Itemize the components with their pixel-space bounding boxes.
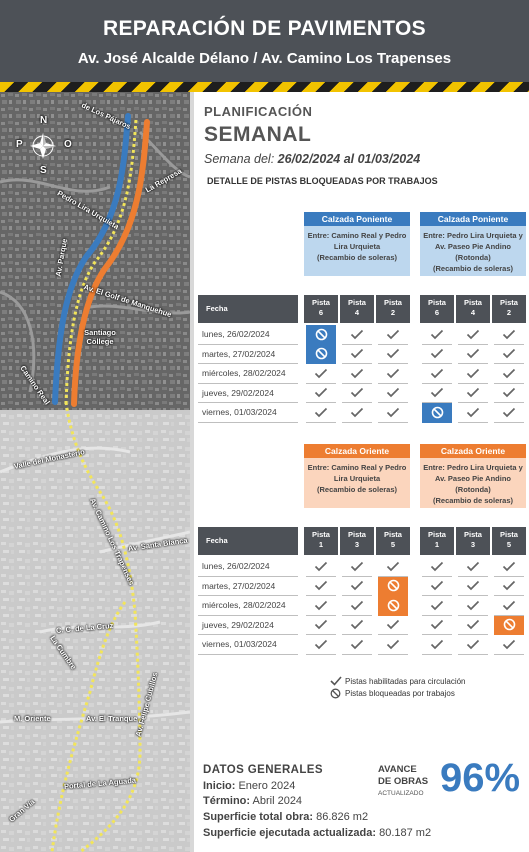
check-icon <box>430 329 444 340</box>
day-label: viernes, 01/03/2024 <box>198 403 298 423</box>
group-description <box>420 458 526 508</box>
pista-header <box>304 527 338 555</box>
check-icon <box>502 368 516 379</box>
map-label: Av. Felipe Cubillos <box>133 671 160 738</box>
check-icon <box>350 407 364 418</box>
enabled-cell <box>342 557 372 577</box>
check-icon <box>350 348 364 359</box>
compass-east: O <box>64 139 72 150</box>
group-description-line: Entre: Camino Real y Pedro <box>307 231 407 240</box>
map-label: Av. El Golf de Manquehue <box>82 282 173 320</box>
fecha-header: Fecha <box>198 527 298 555</box>
day-label: miércoles, 28/02/2024 <box>198 596 298 616</box>
enabled-cell <box>306 616 336 636</box>
map-label: Santiago College <box>84 328 116 346</box>
check-icon <box>430 348 444 359</box>
group-description-line: Av. Paseo Pie Andino <box>435 242 511 251</box>
check-icon <box>350 387 364 398</box>
pista-number: 3 <box>470 540 476 549</box>
group-description-line: (Rotonda) <box>455 485 491 494</box>
check-icon <box>502 348 516 359</box>
enabled-cell <box>342 577 372 597</box>
check-icon <box>314 580 328 591</box>
check-icon <box>350 639 364 650</box>
check-icon <box>350 619 364 630</box>
pista-label: Pista <box>348 298 366 307</box>
enabled-cell <box>458 384 488 404</box>
check-icon <box>430 561 444 572</box>
check-icon <box>314 600 328 611</box>
week-range <box>204 152 420 166</box>
enabled-cell <box>494 557 524 577</box>
enabled-cell <box>494 325 524 345</box>
enabled-cell <box>378 345 408 365</box>
check-icon <box>502 387 516 398</box>
enabled-cell <box>458 596 488 616</box>
header-banner <box>0 0 529 88</box>
group-description-line: (Recambio de soleras) <box>432 496 514 505</box>
legend-enabled-text: Pistas habilitadas para circulación <box>345 676 466 686</box>
planning-panel <box>194 92 529 852</box>
check-icon <box>350 329 364 340</box>
pista-header <box>420 527 454 555</box>
day-label: viernes, 01/03/2024 <box>198 635 298 655</box>
blocked-cell <box>306 345 336 365</box>
pista-label: Pista <box>500 298 518 307</box>
pista-number: 6 <box>434 308 440 317</box>
pista-number: 1 <box>434 540 440 549</box>
page-title: REPARACIÓN DE PAVIMENTOS <box>102 17 426 40</box>
check-icon <box>386 639 400 650</box>
map-label: de Los Pájaros <box>80 100 133 132</box>
group-description-line: Entre: Pedro Lira Urquieta y <box>423 231 523 240</box>
route-map <box>0 92 190 852</box>
enabled-cell <box>422 616 452 636</box>
enabled-cell <box>378 557 408 577</box>
enabled-cell <box>458 364 488 384</box>
check-icon <box>314 639 328 650</box>
enabled-cell <box>422 557 452 577</box>
pista-header <box>456 295 490 323</box>
compass-west: P <box>16 139 23 150</box>
check-icon <box>314 368 328 379</box>
map-label: M. Oriente <box>14 714 51 723</box>
group-title: Calzada Poniente <box>420 212 526 226</box>
check-icon <box>330 676 342 686</box>
day-label: jueves, 29/02/2024 <box>198 616 298 636</box>
pista-header <box>340 295 374 323</box>
pista-number: 2 <box>390 308 396 317</box>
enabled-cell <box>378 364 408 384</box>
check-icon <box>466 407 480 418</box>
enabled-cell <box>342 325 372 345</box>
fecha-header: Fecha <box>198 295 298 323</box>
enabled-cell <box>306 596 336 616</box>
enabled-cell <box>378 384 408 404</box>
check-icon <box>314 387 328 398</box>
blocked-icon <box>431 406 444 419</box>
pista-number: 5 <box>506 540 512 549</box>
check-icon <box>314 407 328 418</box>
group-description-line: (Recambio de soleras) <box>432 264 514 273</box>
enabled-cell <box>494 635 524 655</box>
check-icon <box>350 561 364 572</box>
enabled-cell <box>422 384 452 404</box>
blocked-cell <box>378 596 408 616</box>
enabled-cell <box>306 384 336 404</box>
check-icon <box>430 368 444 379</box>
group-description-line: (Rotonda) <box>455 253 491 262</box>
progress-percent: 96% <box>440 756 521 800</box>
pista-header <box>420 295 454 323</box>
pista-label: Pista <box>384 530 402 539</box>
group-title: Calzada Oriente <box>420 444 526 458</box>
group-description-line: (Recambio de soleras) <box>316 485 398 494</box>
pista-header <box>492 527 526 555</box>
day-label: martes, 27/02/2024 <box>198 577 298 597</box>
enabled-cell <box>422 635 452 655</box>
check-icon <box>430 639 444 650</box>
enabled-cell <box>378 616 408 636</box>
check-icon <box>502 329 516 340</box>
group-description <box>304 458 410 508</box>
enabled-cell <box>422 596 452 616</box>
blocked-cell <box>494 616 524 636</box>
pista-label: Pista <box>384 298 402 307</box>
enabled-cell <box>422 577 452 597</box>
start-date: Inicio: Enero 2024 <box>203 780 296 792</box>
pista-number: 3 <box>354 540 360 549</box>
group-title: Calzada Oriente <box>304 444 410 458</box>
group-description <box>420 226 526 276</box>
pista-header <box>376 295 410 323</box>
blocked-icon <box>387 599 400 612</box>
check-icon <box>466 329 480 340</box>
general-data-title: DATOS GENERALES <box>203 764 323 776</box>
check-icon <box>502 600 516 611</box>
blocked-cell <box>306 325 336 345</box>
check-icon <box>466 348 480 359</box>
map-label: Camino Real <box>18 363 52 407</box>
progress-label: AVANCE DE OBRAS <box>378 764 429 787</box>
blocked-icon <box>387 579 400 592</box>
map-upper-area <box>0 92 190 410</box>
pista-label: Pista <box>312 298 330 307</box>
check-icon <box>314 561 328 572</box>
check-icon <box>386 368 400 379</box>
enabled-cell <box>342 364 372 384</box>
blocked-cell <box>422 403 452 423</box>
enabled-cell <box>378 635 408 655</box>
check-icon <box>386 561 400 572</box>
enabled-cell <box>458 325 488 345</box>
enabled-cell <box>342 596 372 616</box>
enabled-cell <box>422 364 452 384</box>
legend-blocked <box>330 688 455 699</box>
enabled-cell <box>458 403 488 423</box>
day-label: martes, 27/02/2024 <box>198 345 298 365</box>
enabled-cell <box>458 345 488 365</box>
legend-blocked-text: Pistas bloqueadas por trabajos <box>345 689 455 698</box>
enabled-cell <box>458 577 488 597</box>
check-icon <box>350 580 364 591</box>
map-label: C. C. de La Cruz <box>55 621 114 635</box>
blocked-icon <box>503 618 516 631</box>
check-icon <box>466 387 480 398</box>
check-icon <box>430 580 444 591</box>
pista-header <box>492 295 526 323</box>
day-label: lunes, 26/02/2024 <box>198 325 298 345</box>
enabled-cell <box>378 325 408 345</box>
map-label: La Represa <box>143 166 184 195</box>
blocked-icon <box>315 328 328 341</box>
check-icon <box>350 600 364 611</box>
map-label: Portal de La Aguada <box>63 775 137 791</box>
check-icon <box>466 580 480 591</box>
check-icon <box>386 348 400 359</box>
check-icon <box>466 619 480 630</box>
map-label: Av. El Tranque <box>86 714 138 723</box>
group-title: Calzada Poniente <box>304 212 410 226</box>
check-icon <box>466 561 480 572</box>
enabled-cell <box>458 616 488 636</box>
check-icon <box>502 407 516 418</box>
pista-label: Pista <box>500 530 518 539</box>
pista-number: 4 <box>470 308 476 317</box>
enabled-cell <box>458 557 488 577</box>
plan-title: SEMANAL <box>204 123 312 146</box>
detail-title: DETALLE DE PISTAS BLOQUEADAS POR TRABAJOS <box>207 176 438 186</box>
group-description-line: Entre: Camino Real y Pedro <box>307 463 407 472</box>
map-label: Pedro Lira Urquieta <box>55 188 121 232</box>
enabled-cell <box>342 635 372 655</box>
group-description-line: Lira Urquieta <box>333 242 381 251</box>
enabled-cell <box>494 364 524 384</box>
map-label: Av. Santa Blanca <box>127 535 189 553</box>
map-label: Valle del Monasterio <box>13 447 86 471</box>
enabled-cell <box>306 635 336 655</box>
check-icon <box>386 329 400 340</box>
check-icon <box>466 368 480 379</box>
check-icon <box>430 600 444 611</box>
check-icon <box>430 619 444 630</box>
group-description-line: (Recambio de soleras) <box>316 253 398 262</box>
total-surface: Superficie total obra: 86.826 m2 <box>203 811 369 823</box>
week-dates: 26/02/2024 al 01/03/2024 <box>277 152 421 166</box>
enabled-cell <box>458 635 488 655</box>
check-icon <box>466 600 480 611</box>
check-icon <box>502 639 516 650</box>
enabled-cell <box>494 384 524 404</box>
group-description-line: Lira Urquieta <box>333 474 381 483</box>
map-graphic <box>0 92 190 852</box>
group-description-line: Av. Paseo Pie Andino <box>435 474 511 483</box>
hazard-stripe <box>0 82 529 92</box>
blocked-icon <box>315 347 328 360</box>
group-description-line: Entre: Pedro Lira Urquieta y <box>423 463 523 472</box>
enabled-cell <box>494 596 524 616</box>
pista-label: Pista <box>428 298 446 307</box>
pista-number: 5 <box>390 540 396 549</box>
enabled-cell <box>494 345 524 365</box>
pista-label: Pista <box>464 298 482 307</box>
enabled-cell <box>342 345 372 365</box>
check-icon <box>386 407 400 418</box>
check-icon <box>502 561 516 572</box>
check-icon <box>430 387 444 398</box>
blocked-icon <box>330 688 341 699</box>
check-icon <box>386 387 400 398</box>
check-icon <box>502 580 516 591</box>
pista-label: Pista <box>348 530 366 539</box>
enabled-cell <box>422 325 452 345</box>
compass-south: S <box>40 165 47 176</box>
pista-label: Pista <box>464 530 482 539</box>
enabled-cell <box>494 577 524 597</box>
enabled-cell <box>494 403 524 423</box>
enabled-cell <box>342 616 372 636</box>
enabled-cell <box>306 557 336 577</box>
legend-enabled <box>330 676 466 686</box>
pista-label: Pista <box>428 530 446 539</box>
group-description <box>304 226 410 276</box>
enabled-cell <box>378 403 408 423</box>
pista-header <box>304 295 338 323</box>
pista-header <box>340 527 374 555</box>
pista-number: 6 <box>318 308 324 317</box>
pista-number: 1 <box>318 540 324 549</box>
blocked-cell <box>378 577 408 597</box>
compass-north: N <box>40 115 48 126</box>
enabled-cell <box>306 403 336 423</box>
executed-surface: Superficie ejecutada actualizada: 80.187 m2 <box>203 827 432 839</box>
enabled-cell <box>422 345 452 365</box>
progress-updated: ACTUALIZADO <box>378 790 424 797</box>
check-icon <box>314 619 328 630</box>
pista-number: 4 <box>354 308 360 317</box>
day-label: lunes, 26/02/2024 <box>198 557 298 577</box>
enabled-cell <box>306 577 336 597</box>
pista-number: 2 <box>506 308 512 317</box>
day-label: jueves, 29/02/2024 <box>198 384 298 404</box>
page-subtitle: Av. José Alcalde Délano / Av. Camino Los Trapenses <box>77 50 452 67</box>
check-icon <box>386 619 400 630</box>
day-label: miércoles, 28/02/2024 <box>198 364 298 384</box>
map-label: Av. Parque <box>53 237 70 278</box>
map-label: Av. Camino Los Trapenses <box>87 496 137 587</box>
map-label: Gran Vía <box>7 797 37 824</box>
enabled-cell <box>342 403 372 423</box>
pista-header <box>376 527 410 555</box>
map-label: La Cumbre <box>48 633 79 672</box>
pista-label: Pista <box>312 530 330 539</box>
enabled-cell <box>306 364 336 384</box>
check-icon <box>466 639 480 650</box>
check-icon <box>350 368 364 379</box>
pista-header <box>456 527 490 555</box>
week-prefix: Semana del: <box>204 152 275 166</box>
end-date: Término: Abril 2024 <box>203 795 303 807</box>
plan-label: PLANIFICACIÓN <box>204 104 313 119</box>
enabled-cell <box>342 384 372 404</box>
